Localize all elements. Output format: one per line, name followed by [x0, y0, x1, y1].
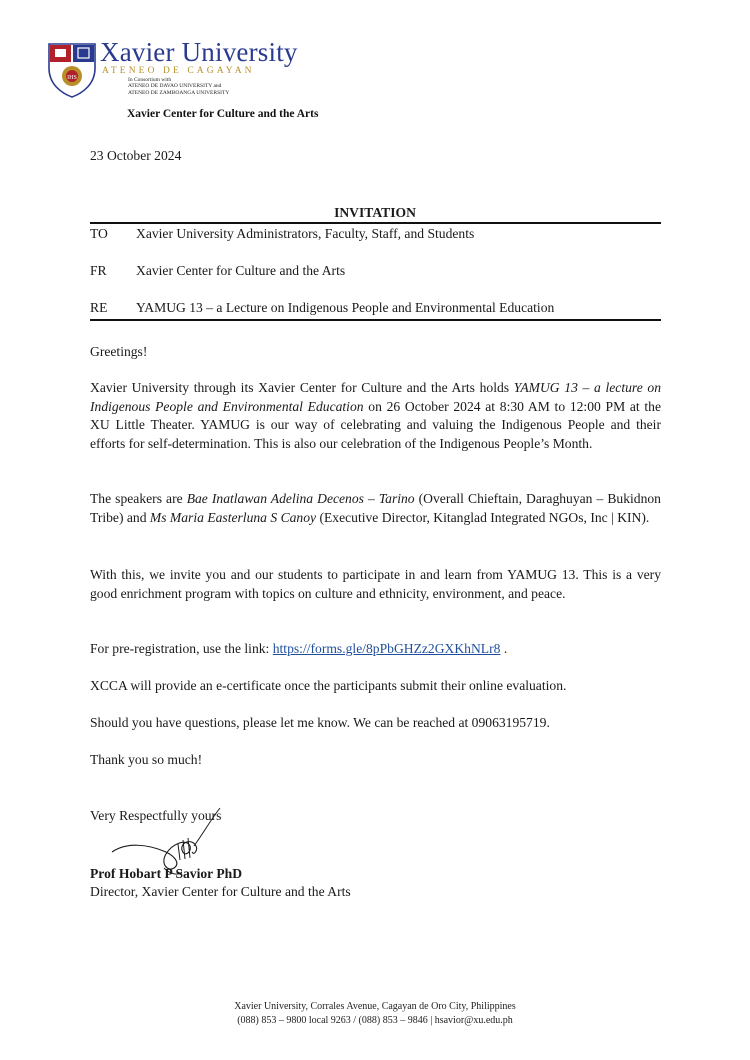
- paragraph-text: (Overall Chieftain, Daraghuyan – Bukidnon Tribe) and: [90, 491, 661, 525]
- paragraph-invitation: With this, we invite you and our students to participate in and learn from YAMUG 13. This is a very good enrichment program with topics on culture and ethnicity, environment, and peace.: [90, 567, 661, 601]
- letter-date: 23 October 2024: [90, 148, 182, 163]
- memo-code: TO: [90, 226, 108, 241]
- memo-value: YAMUG 13 – a Lecture on Indigenous People and Environmental Education: [136, 300, 555, 315]
- memo-value: Xavier University Administrators, Faculty, Staff, and Students: [136, 226, 475, 241]
- letter-title: INVITATION: [334, 205, 416, 220]
- university-subtitle: ATENEO DE CAGAYAN: [102, 66, 255, 76]
- paragraph-text: Xavier University through its Xavier Center for Culture and the Arts holds: [90, 380, 514, 395]
- speaker-name: Ms Maria Easterluna S Canoy: [149, 509, 317, 525]
- footer-line: Xavier University, Corrales Avenue, Cagayan de Oro City, Philippines: [234, 1001, 516, 1012]
- memo-code: RE: [90, 300, 108, 315]
- svg-text:IHS: IHS: [67, 75, 77, 81]
- closing: Very Respectfully yours: [90, 808, 222, 823]
- university-shield-icon: [47, 42, 97, 98]
- signatory-name: Prof Hobart P Savior PhD: [90, 866, 243, 881]
- paragraph-text: (Executive Director, Kitanglad Integrated NGOs, Inc | KIN).: [316, 509, 650, 525]
- footer-address: [0, 1000, 750, 1028]
- center-name: Xavier Center for Culture and the Arts: [127, 108, 319, 120]
- footer-line: (088) 853 – 9800 local 9263 / (088) 853 – 9846 | hsavior@xu.edu.ph: [237, 1015, 513, 1026]
- memo-code: FR: [90, 263, 107, 278]
- consortium-note: [128, 77, 229, 96]
- paragraph-text: For pre-registration, use the link:: [90, 641, 273, 656]
- memo-bottom-rule: [90, 319, 661, 321]
- consortium-line: ATENEO DE DAVAO UNIVERSITY and: [128, 83, 222, 90]
- paragraph-speakers: [90, 490, 661, 527]
- registration-link[interactable]: https://forms.gle/8pPbGHZz2GXKhNLr8: [272, 641, 501, 656]
- event-title-text: YAMUG 13 – a lecture on Indigenous People and Environmental Education: [90, 380, 661, 414]
- greeting: Greetings!: [90, 344, 148, 359]
- university-name: Xavier University: [100, 37, 298, 67]
- paragraph-text: The speakers are: [90, 491, 187, 506]
- memo-value: Xavier Center for Culture and the Arts: [136, 263, 346, 278]
- paragraph-event-details: [90, 379, 661, 453]
- paragraph-contact: Should you have questions, please let me know. We can be reached at 09063195719.: [90, 715, 550, 730]
- paragraph-registration: [90, 640, 661, 659]
- memo-top-rule: [90, 222, 661, 224]
- paragraph-text: on 26 October 2024 at 8:30 AM to 12:00 PM at the XU Little Theater. YAMUG is our way of celebrating and valuing the Indigenous People and their efforts for self-determination. This is also our celebration of the Indigenous People’s Month.: [90, 398, 661, 451]
- signatory-title: Director, Xavier Center for Culture and the Arts: [90, 884, 351, 899]
- consortium-line: In Consortium with: [128, 77, 172, 83]
- paragraph-text: .: [500, 641, 508, 656]
- paragraph-thanks: Thank you so much!: [90, 752, 203, 767]
- paragraph-certificate: XCCA will provide an e-certificate once the participants submit their online evaluation.: [90, 678, 567, 693]
- speaker-name: Bae Inatlawan Adelina Decenos – Tarino: [186, 491, 415, 506]
- consortium-line: ATENEO DE ZAMBOANGA UNIVERSITY: [128, 89, 230, 96]
